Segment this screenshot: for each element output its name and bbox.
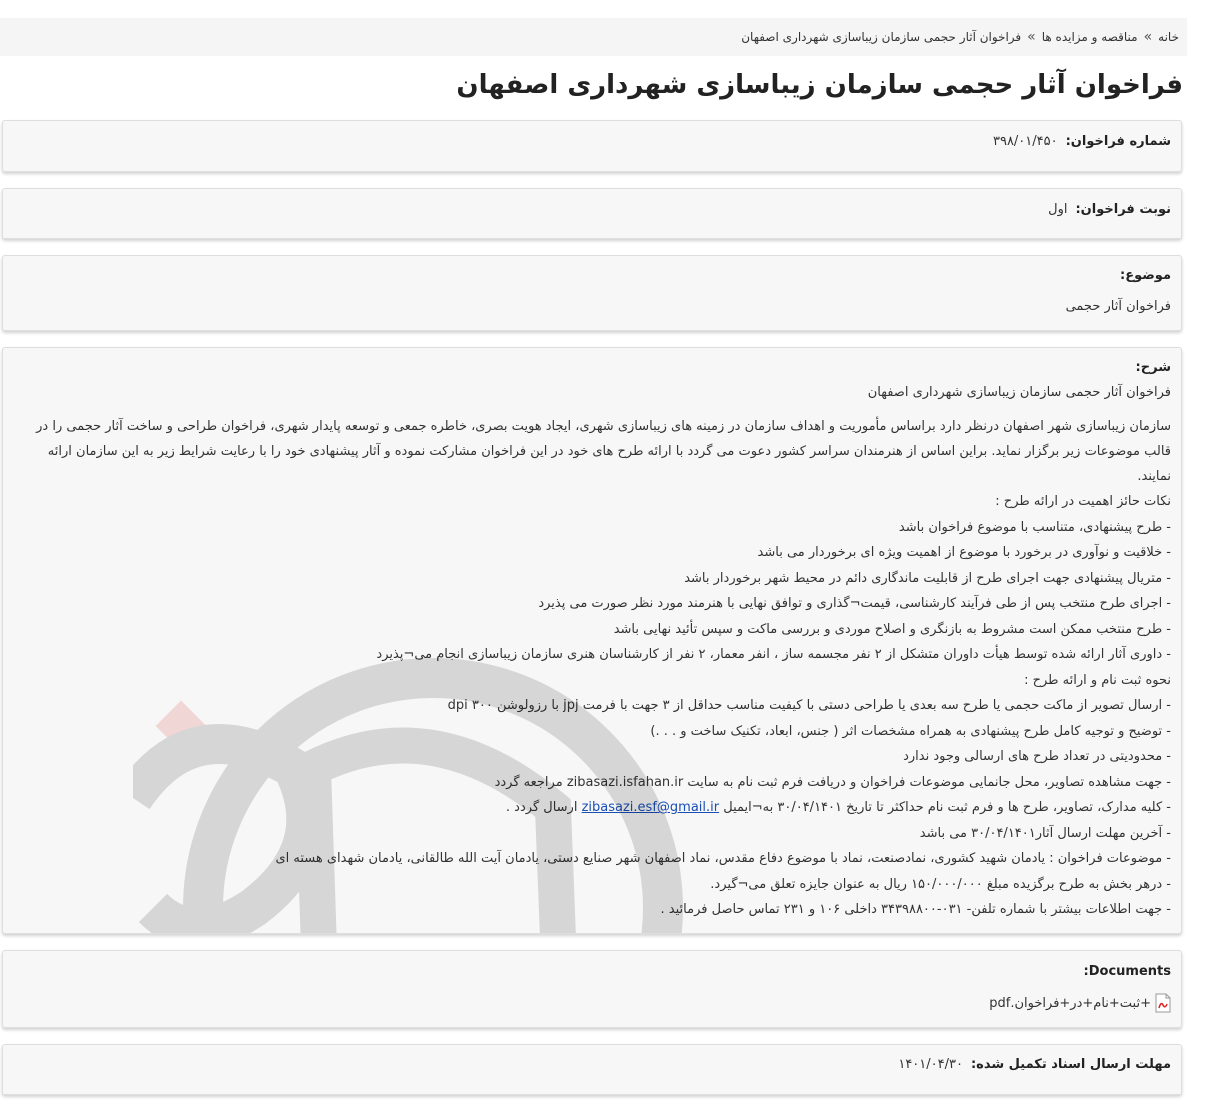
description-line: - آخرین مهلت ارسال آثار۳۰/۰۴/۱۴۰۱ می باشد [919, 825, 1171, 841]
description-line: - اجرای طرح منتخب پس از طی فرآیند کارشناسی، قیمت¬گذاری و توافق نهایی با هنرمند مورد نظر صورت می پذیرد [538, 596, 1171, 611]
description-line: - محدودیتی در تعداد طرح های ارسالی وجود ندارد [903, 749, 1171, 764]
description-heading: فراخوان آثار حجمی سازمان زیباسازی شهرداری اصفهان [867, 385, 1171, 400]
call-round-value: اول [1048, 202, 1068, 217]
subject-label: موضوع: [1120, 268, 1171, 283]
description-line: نحوه ثبت نام و ارائه طرح : [1024, 672, 1171, 688]
description-line: - جهت اطلاعات بیشتر با شماره تلفن- ۰۳۱-۳۴۳۹۸۸۰۰ داخلی ۱۰۶ و ۲۳۱ تماس حاصل فرمائید . [660, 902, 1171, 917]
breadcrumb-separator-icon: » [1143, 29, 1153, 45]
breadcrumb-tenders-link[interactable]: مناقصه و مزایده ها [1041, 30, 1138, 44]
call-round-card [2, 188, 1182, 239]
description-label: شرح: [1135, 360, 1171, 375]
description-line: - درهر بخش به طرح برگزیده مبلغ ۱۵۰/۰۰۰/۰۰۰ ریال به عنوان جایزه تعلق می¬گیرد. [710, 876, 1171, 892]
description-card [2, 347, 1182, 934]
pdf-file-icon [1155, 993, 1171, 1013]
documents-label: Documents: [1083, 964, 1171, 979]
subject-card [2, 255, 1182, 331]
description-intro: سازمان زیباسازی شهر اصفهان درنظر دارد براساس مأموریت و اهداف سازمان در زمینه های زیباسازی شهری، ایجاد هویت بصری، خاطره جمعی و توسعه پایدار شهری، فراخوان طراحی و ساخت آثار حجمی را در قالب موضوعات زیر برگزار نماید. براین اساس از هنرمندان سراسر کشور دعوت می گردد با ارائه طرح های خود در این فراخوان مشارکت نموده و آثار پیشنهادی خود را با رعایت شرایط زیر به این سازمان ارائه نمایند. [36, 419, 1171, 484]
breadcrumb-current: فراخوان آثار حجمی سازمان زیباسازی شهرداری اصفهان [741, 30, 1022, 44]
deadline-label: مهلت ارسال اسناد تکمیل شده: [970, 1057, 1171, 1072]
description-email-line [13, 795, 1171, 821]
description-line: - متریال پیشنهادی جهت اجرای طرح از قابلیت ماندگاری دائم در محیط شهر برخوردار باشد [684, 570, 1171, 586]
call-number-value: ۳۹۸/۰۱/۴۵۰ [992, 134, 1058, 149]
description-line: - ارسال تصویر از ماکت حجمی یا طرح سه بعدی یا طراحی دستی با کیفیت مناسب حداقل از ۳ جهت با فرمت jpj با رزولوشن ۳۰۰ dpi [447, 698, 1171, 713]
breadcrumb-separator-icon: » [1027, 29, 1036, 45]
description-line: نکات حائز اهمیت در ارائه طرح : [995, 494, 1171, 509]
description-line: - توضیح و توجیه کامل طرح پیشنهادی به همراه مشخصات اثر ( جنس، ابعاد، تکنیک ساخت و . . .) [650, 723, 1171, 739]
call-round-label: نوبت فراخوان: [1075, 202, 1171, 217]
email-line-before: - کلیه مدارک، تصاویر، طرح ها و فرم ثبت نام حداکثر تا تاریخ ۳۰/۰۴/۱۴۰۱ به¬ایمیل [719, 800, 1171, 815]
breadcrumb-home-link[interactable]: خانه [1158, 30, 1179, 44]
description-line: - طرح پیشنهادی، متناسب با موضوع فراخوان باشد [898, 519, 1171, 535]
description-line: - موضوعات فراخوان : یادمان شهید کشوری، نمادصنعت، نماد با موضوع دفاع مقدس، نماد اصفهان شهر صنایع دستی، یادمان آیت الله طالقانی، یادمان شهدای هسته ای [275, 851, 1171, 866]
description-line: - طرح منتخب ممکن است مشروط به بازنگری و اصلاح موردی و بررسی ماکت و سپس تأئید نهایی باشد [613, 621, 1171, 637]
documents-card [2, 950, 1182, 1028]
description-line: - داوری آثار ارائه شده توسط هیأت داوران متشکل از ۲ نفر مجسمه ساز ، انفر معمار، ۲ نفر از کارشناسان هنری سازمان زیباسازی انجام می¬پذیرد [376, 647, 1171, 662]
document-download-link[interactable]: +ثبت+نام+در+فراخوان.pdf [989, 995, 1151, 1011]
email-link[interactable]: zibasazi.esf@gmail.ir [581, 800, 720, 815]
page-title: فراخوان آثار حجمی سازمان زیباسازی شهرداری اصفهان [456, 70, 1183, 100]
email-line-after: ارسال گردد . [505, 800, 582, 815]
description-line: - جهت مشاهده تصاویر، محل جانمایی موضوعات فراخوان و دریافت فرم ثبت نام به سایت zibasazi.isfahan.ir مراجعه گردد [494, 774, 1171, 790]
call-number-card [2, 120, 1182, 172]
subject-value: فراخوان آثار حجمی [1065, 299, 1171, 314]
call-number-label: شماره فراخوان: [1065, 134, 1171, 149]
breadcrumb [0, 18, 1187, 56]
description-line: - خلاقیت و نوآوری در برخورد با موضوع از اهمیت ویژه ای برخوردار می باشد [757, 545, 1171, 560]
deadline-value: ۱۴۰۱/۰۴/۳۰ [898, 1057, 963, 1072]
deadline-card [2, 1044, 1182, 1095]
